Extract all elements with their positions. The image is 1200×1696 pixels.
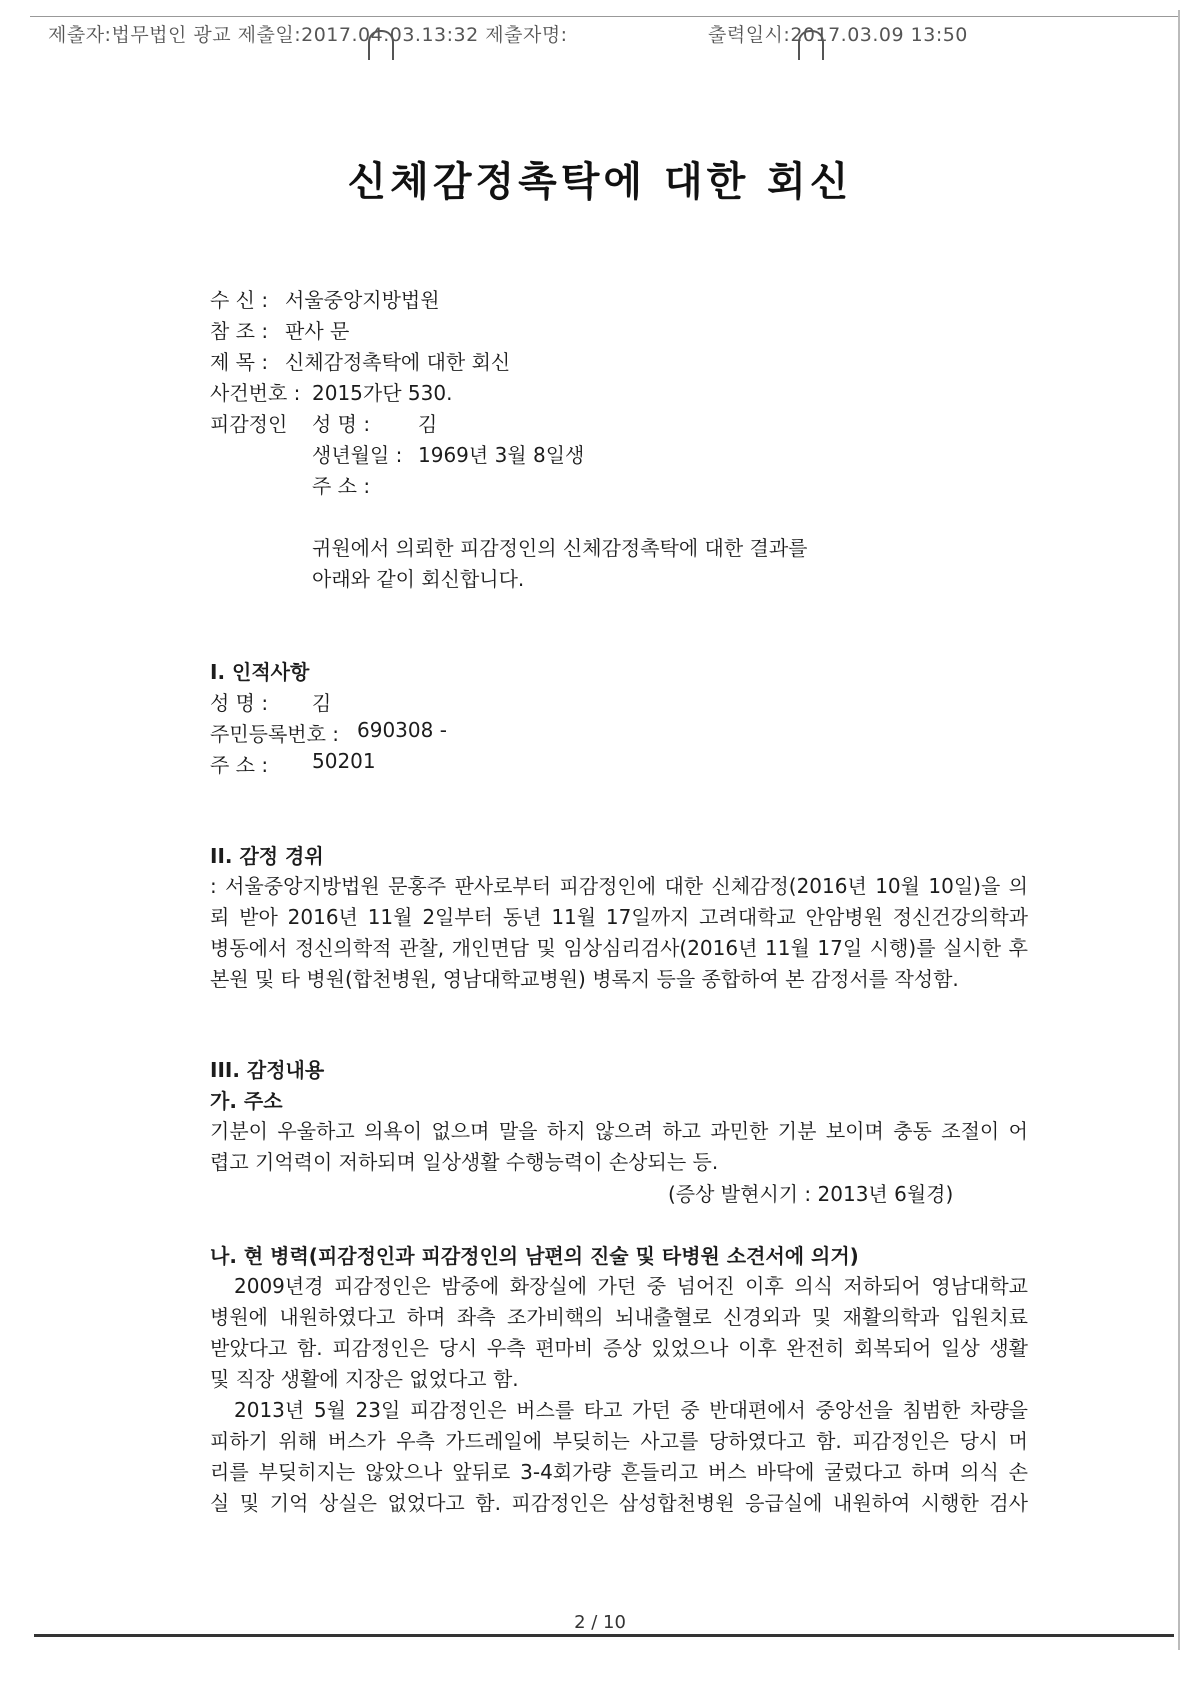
text-line: 2009년경 피감정인은 밤중에 화장실에 가던 중 넘어진 이후 의식 저하되어 영남대학교 xyxy=(234,1274,1028,1298)
section1-id-label: 주민등록번호 : xyxy=(210,722,340,746)
examinee-name: 김 xyxy=(418,412,438,436)
text-line: 기분이 우울하고 의욕이 없으며 말을 하지 않으려 하고 과민한 기분 보이며 충동 조절이 어 xyxy=(210,1119,1028,1143)
section-heading: II. 감정 경위 xyxy=(210,844,324,868)
birth-value: 1969년 3월 8일생 xyxy=(418,443,585,467)
address-label: 주 소 : xyxy=(312,474,371,498)
text-line: 리를 부딪히지는 않았으나 앞뒤로 3-4회가량 흔들리고 버스 바닥에 굴렀다고 하며 의식 손 xyxy=(210,1460,1028,1484)
to-label: 수 신 : xyxy=(210,288,269,312)
subject-value: 신체감정촉탁에 대한 회신 xyxy=(285,350,511,374)
section1-name-label: 성 명 : xyxy=(210,691,269,715)
text-line: 병원에 내원하였다고 하며 좌측 조가비핵의 뇌내출혈로 신경외과 및 재활의학과 입원치료 xyxy=(210,1305,1028,1329)
text-line: 렵고 기억력이 저하되며 일상생활 수행능력이 손상되는 등. xyxy=(210,1150,719,1174)
punch-hole-mark xyxy=(798,30,824,60)
section1-address: 50201 xyxy=(312,749,376,773)
section2-paragraph xyxy=(210,871,1028,995)
fax-header-left: 제출자:법무법인 광교 제출일:2017.04.03.13:32 제출자명: xyxy=(48,24,568,46)
section-heading: I. 인적사항 xyxy=(210,660,310,684)
text-line: 피하기 위해 버스가 우측 가드레일에 부딪히는 사고를 당하였다고 함. 피감정인은 당시 머 xyxy=(210,1429,1028,1453)
section1-id: 690308 - xyxy=(357,718,447,742)
ref-value: 판사 문 xyxy=(285,319,350,343)
subject-label: 제 목 : xyxy=(210,350,269,374)
text-line: 본원 및 타 병원(합천병원, 영남대학교병원) 병록지 등을 종합하여 본 감정서를 작성함. xyxy=(210,967,959,991)
to-value: 서울중앙지방법원 xyxy=(285,288,440,312)
subsection-heading: 나. 현 병력(피감정인과 피감정인의 남편의 진술 및 타병원 소견서에 의거) xyxy=(210,1244,859,1268)
text-line: : 서울중앙지방법원 문홍주 판사로부터 피감정인에 대한 신체감정(2016년 10월 10일)을 의 xyxy=(210,874,1028,898)
section1-address-label: 주 소 : xyxy=(210,753,269,777)
footer-rule xyxy=(34,1634,1174,1637)
text-line: 및 직장 생활에 지장은 없었다고 함. xyxy=(210,1367,519,1391)
intro-line: 귀원에서 의뢰한 피감정인의 신체감정촉탁에 대한 결과를 xyxy=(312,536,808,560)
text-line: 병동에서 정신의학적 관찰, 개인면담 및 임상심리검사(2016년 11월 17일 시행)를 실시한 후 xyxy=(210,936,1028,960)
intro-line: 아래와 같이 회신합니다. xyxy=(312,567,525,591)
fax-header-right: 출력일시:2017.03.09 13:50 xyxy=(708,24,968,46)
chief-complaint-paragraph xyxy=(210,1116,1028,1178)
document-title: 신체감정촉탁에 대한 회신 xyxy=(347,159,853,205)
case-label: 사건번호 : xyxy=(210,381,301,405)
history-paragraph-2 xyxy=(210,1395,1028,1519)
punch-hole-mark xyxy=(368,30,394,60)
examinee-name-label: 성 명 : xyxy=(312,412,371,436)
text-line: 2013년 5월 23일 피감정인은 버스를 타고 가던 중 반대편에서 중앙선을 침범한 차량을 xyxy=(234,1398,1028,1422)
scan-edge xyxy=(1178,10,1180,1650)
history-paragraph-1 xyxy=(210,1271,1028,1395)
section1-name: 김 xyxy=(312,691,332,715)
page-number: 2 / 10 xyxy=(574,1612,626,1633)
case-value: 2015가단 530. xyxy=(312,381,453,405)
onset-note: (증상 발현시기 : 2013년 6월경) xyxy=(668,1182,954,1206)
birth-label: 생년월일 : xyxy=(312,443,403,467)
section-heading: III. 감정내용 xyxy=(210,1058,325,1082)
text-line: 실 및 기억 상실은 없었다고 함. 피감정인은 삼성합천병원 응급실에 내원하여 시행한 검사 xyxy=(210,1491,1028,1515)
ref-label: 참 조 : xyxy=(210,319,269,343)
examinee-label: 피감정인 xyxy=(210,412,288,436)
text-line: 뢰 받아 2016년 11월 2일부터 동년 11월 17일까지 고려대학교 안암병원 정신건강의학과 xyxy=(210,905,1028,929)
fax-header-rule xyxy=(30,16,1180,17)
subsection-heading: 가. 주소 xyxy=(210,1089,283,1113)
text-line: 받았다고 함. 피감정인은 당시 우측 편마비 증상 있었으나 이후 완전히 회복되어 일상 생활 xyxy=(210,1336,1028,1360)
